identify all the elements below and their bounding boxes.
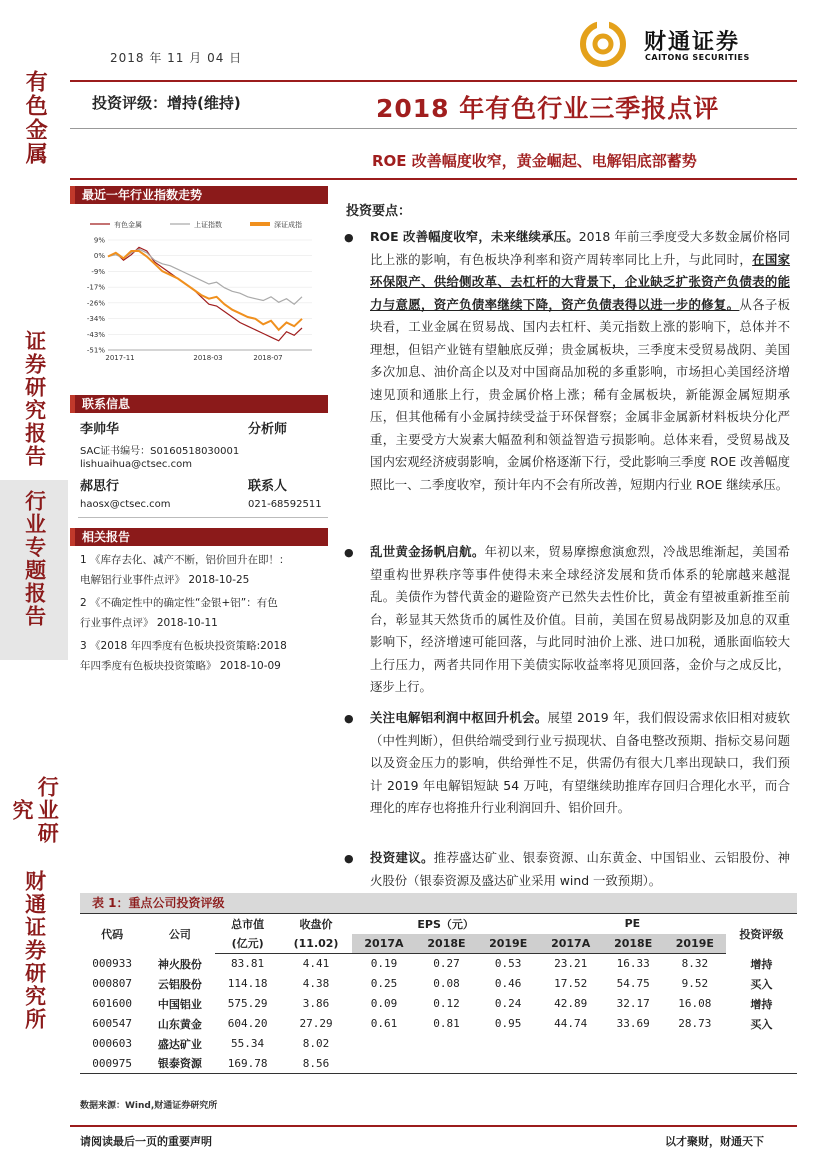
table-cell: 42.89 [554, 997, 588, 1010]
table-cell: 000975 [80, 1054, 144, 1074]
series-line-0 [108, 247, 302, 340]
legend-label: 深证成指 [274, 221, 302, 229]
footer-slogan: 以才聚财，财通天下 [665, 1135, 764, 1148]
table-row [80, 974, 797, 994]
table-cell: 000603 [92, 1037, 133, 1050]
table-cell: 604.20 [227, 1017, 268, 1030]
table-cell: 增持 [750, 957, 773, 971]
table-cell [664, 1054, 726, 1074]
report-title: 2018 年有色行业三季报点评 [376, 94, 720, 123]
series-line-2 [108, 251, 302, 330]
analyst-name: 李帅华 [80, 422, 120, 437]
table-cell: 114.18 [227, 977, 268, 990]
analyst-sac: SAC证书编号：S0160518030001 [80, 446, 240, 457]
contact-email[interactable]: haosx@ctsec.com [80, 499, 171, 510]
table-cell: 16.33 [616, 957, 650, 971]
table-cell: 601600 [92, 997, 133, 1010]
contact-role: 联系人 [248, 479, 288, 494]
header-divider [70, 80, 797, 82]
table-cell: 3.86 [302, 997, 330, 1010]
table-cell [477, 1034, 539, 1054]
col-pe: PE [539, 914, 726, 934]
legend-label: 有色金属 [114, 221, 142, 229]
y-tick-label: -34% [86, 315, 105, 324]
paragraph-gold: 乱世黄金扬帆启航。年初以来，贸易摩擦愈演愈烈，冷战思维渐起，美国希望重构世界秩序等事件使得未来全球经济发展和货币体系的轮廓越来越混乱。美债作为替代黄金的避险资产已然失去性价比，黄金有望被重新推至前台，彰显其天然货币的属性及价值。目前，美国在贸易战阴影及加息的双重影响下，经济增速可能回落，与此同时油价上涨、进口加税，通胀面临较大上行压力，两者共同作用下美债实际收益率将见顶回落，金价与之成反比，逐步上行。 [370, 544, 791, 694]
key-points-heading: 投资要点： [346, 204, 412, 219]
table-cell: 0.25 [370, 977, 398, 990]
sidebar-report-type: 行业专题报告 [0, 480, 68, 660]
table-title: 表 1：重点公司投资评级 [80, 893, 797, 913]
table-cell: 16.08 [678, 997, 712, 1010]
col-eps: EPS（元） [352, 914, 539, 934]
table-cell: 0.81 [433, 1017, 460, 1030]
footer-disclaimer: 请阅读最后一页的重要声明 [80, 1135, 212, 1148]
x-tick-label: 2018-03 [193, 354, 223, 362]
table-row [80, 1014, 797, 1034]
table-cell: 0.95 [494, 1017, 522, 1030]
table-cell [352, 1034, 415, 1054]
legend-label: 上证指数 [194, 221, 222, 229]
table-cell: 55.34 [231, 1037, 265, 1050]
sidebar-research: 行业研究 [10, 775, 60, 845]
logo-text: 财通证券 [644, 30, 741, 55]
table-cell: 28.73 [678, 1017, 712, 1030]
table-cell: 169.78 [215, 1054, 279, 1074]
table-cell [726, 1034, 797, 1054]
chart-section-heading: 最近一年行业指数走势 [70, 186, 328, 204]
bullet-icon: ● [344, 712, 354, 725]
sidebar-org: 财通证券研究所 [22, 870, 47, 1031]
table-cell: 云铝股份 [157, 977, 202, 991]
y-tick-label: -9% [91, 267, 105, 276]
table-cell: 27.29 [299, 1017, 333, 1030]
table-cell: 000933 [92, 957, 133, 970]
sidebar-sector: 有色金属 [22, 70, 48, 166]
col-code: 代码 [80, 914, 144, 954]
table-cell: 买入 [750, 977, 773, 991]
table-cell [539, 1034, 602, 1054]
table-cell: 0.09 [370, 997, 398, 1010]
analyst-email[interactable]: lishuaihua@ctsec.com [80, 459, 192, 470]
table-cell: 575.29 [227, 997, 268, 1010]
footer-divider [70, 1125, 797, 1127]
paragraph-recommendation: 投资建议。推荐盛达矿业、银泰资源、山东黄金、中国铝业、云铝股份、神火股份（银泰资源及盛达矿业采用 wind 一致预期）。 [370, 850, 791, 888]
bullet-icon: ● [344, 231, 354, 244]
table-cell: 山东黄金 [157, 1017, 202, 1031]
investment-rating: 投资评级：增持(维持) [92, 94, 241, 112]
y-tick-label: -17% [86, 283, 105, 292]
table-cell: 0.46 [494, 977, 522, 990]
y-tick-label: -43% [86, 330, 105, 339]
table-row [80, 1034, 797, 1054]
data-source: 数据来源：Wind,财通证券研究所 [80, 1101, 218, 1111]
index-trend-chart [80, 212, 325, 372]
table-cell [539, 1054, 602, 1074]
table-cell: 9.52 [681, 977, 709, 990]
table-cell: 8.56 [280, 1054, 353, 1074]
related-report-3[interactable]: 3 《2018 年四季度有色板块投资策略:2018 年四季度有色板块投资策略》 2018-10-09 [80, 640, 287, 672]
table-cell: 8.02 [302, 1037, 330, 1050]
table-cell: 17.52 [554, 977, 588, 990]
analyst-role: 分析师 [248, 422, 288, 437]
col-year: 2018E [602, 934, 664, 954]
table-cell: 000807 [92, 977, 133, 990]
y-tick-label: -51% [86, 346, 105, 355]
x-tick-label: 2018-07 [253, 354, 283, 362]
table-cell: 买入 [750, 1017, 773, 1031]
col-year: 2019E [664, 934, 726, 954]
report-date: 2018 年 11 月 04 日 [110, 51, 243, 65]
table-cell: 23.21 [554, 957, 588, 971]
contact-name: 郝思行 [80, 479, 120, 494]
table-cell: 4.41 [302, 957, 330, 971]
col-rating: 投资评级 [726, 914, 797, 954]
contact-section-heading: 联系信息 [70, 395, 328, 413]
table-cell: 盛达矿业 [157, 1037, 202, 1051]
col-mcap-unit: (亿元) [215, 934, 279, 954]
sidebar-doc-type: 证券研究报告 [22, 330, 47, 468]
paragraph-roe: ROE 改善幅度收窄，未来继续承压。2018 年前三季度受大多数金属价格同比上涨的影响，有色板块净利率和资产周转率同比上升，与此同时，在国家环保限产、供给侧改革、去杠杆的大背景下，企业缺乏扩张资产负债表的能力与意愿，资产负债率继续下降，资产负债表得以进一步的修复。从各子板块看，工业金属在贸易战、国内去杠杆、美元指数上涨的影响下，总体并不理想，但铝产业链有望触底反弹；贵金属板块，三季度末受贸易战阴、美国多次加息、油价高企以及对中国商品加税的多重影响，市场担心美国经济增速见顶和通胀上行，贵金属价格上涨；稀有金属板块，新能源金属短期承压，但其他稀有小金属持续受益于环保督察；金属非金属新材料板块分化严重，主要受方大炭素大幅盈利和领益智造亏损影响。总体来看，受贸易战及国内宏观经济疲弱影响，金属价格逐渐下行，受此影响三季度 ROE 改善幅度照比一、二季度收窄，预计年内不会有所改善，短期内行业 ROE 继续承压。 [370, 229, 791, 492]
table-cell: 0.61 [370, 1017, 398, 1030]
table-cell: 银泰资源 [144, 1054, 215, 1074]
table-cell: 4.38 [302, 977, 330, 990]
table-cell: 32.17 [616, 997, 650, 1010]
subtitle-divider [70, 178, 797, 180]
col-year: 2019E [477, 934, 539, 954]
paragraph-aluminum: 关注电解铝利润中枢回升机会。展望 2019 年，我们假设需求依旧相对疲软（中性判断），但供给端受到行业亏损现状、自备电整改预期、指标交易问题以及资金压力的影响，供给弹性不足，供需仍有很大几率出现缺口，我们预计 2019 年电解铝短缺 54 万吨，有望继续助推库存回归合理化水平，而合理化的库存也将推升行业利润回升、铝价回升。 [370, 710, 791, 815]
related-section-heading: 相关报告 [70, 528, 328, 546]
col-price: 收盘价 [280, 914, 353, 934]
table-row [80, 1054, 797, 1074]
table-cell: 44.74 [554, 1017, 588, 1030]
table-cell: 600547 [92, 1017, 133, 1030]
col-price-date: (11.02) [280, 934, 353, 954]
related-report-1[interactable]: 1 《库存去化、减产不断，铝价回升在即！： 电解铝行业事件点评》 2018-10-25 [80, 554, 290, 586]
report-subtitle: ROE 改善幅度收窄，黄金崛起、电解铝底部蓄势 [372, 152, 697, 170]
table-cell: 0.19 [370, 957, 398, 971]
table-cell [664, 1034, 726, 1054]
col-company: 公司 [144, 914, 215, 954]
table-cell: 33.69 [616, 1017, 650, 1030]
table-cell [602, 1054, 664, 1074]
table-cell: 0.53 [494, 957, 522, 971]
table-cell [416, 1054, 478, 1074]
table-cell [352, 1054, 415, 1074]
table-cell: 0.27 [433, 957, 460, 971]
table-cell: 中国铝业 [157, 997, 202, 1011]
col-year: 2017A [539, 934, 602, 954]
table-cell [726, 1054, 797, 1074]
col-year: 2018E [416, 934, 478, 954]
col-mcap: 总市值 [215, 914, 279, 934]
col-year: 2017A [352, 934, 415, 954]
company-rating-table [80, 913, 797, 1074]
bullet-icon: ● [344, 546, 354, 559]
table-cell [477, 1054, 539, 1074]
table-cell: 54.75 [616, 977, 650, 990]
table-cell [602, 1034, 664, 1054]
contact-divider [78, 517, 328, 518]
bullet-icon: ● [344, 852, 354, 865]
table-cell: 神火股份 [157, 957, 202, 971]
table-cell: 0.08 [433, 977, 460, 990]
table-cell: 8.32 [681, 957, 709, 971]
contact-phone: 021-68592511 [248, 499, 322, 510]
caitong-emblem-icon [583, 20, 623, 64]
y-tick-label: 9% [93, 236, 105, 245]
table-cell: 0.24 [494, 997, 522, 1010]
title-divider [70, 128, 797, 129]
related-report-2[interactable]: 2 《不确定性中的确定性“金银+铝”：有色 行业事件点评》 2018-10-11 [80, 597, 278, 629]
table-cell: 增持 [750, 997, 773, 1011]
x-tick-label: 2017-11 [105, 354, 135, 362]
table-cell: 0.12 [433, 997, 460, 1010]
table-row [80, 954, 797, 974]
table-cell: 83.81 [231, 957, 265, 971]
table-row [80, 994, 797, 1014]
y-tick-label: 0% [93, 252, 105, 261]
y-tick-label: -26% [86, 299, 105, 308]
logo-subtext: CAITONG SECURITIES [645, 53, 750, 62]
table-cell [416, 1034, 478, 1054]
